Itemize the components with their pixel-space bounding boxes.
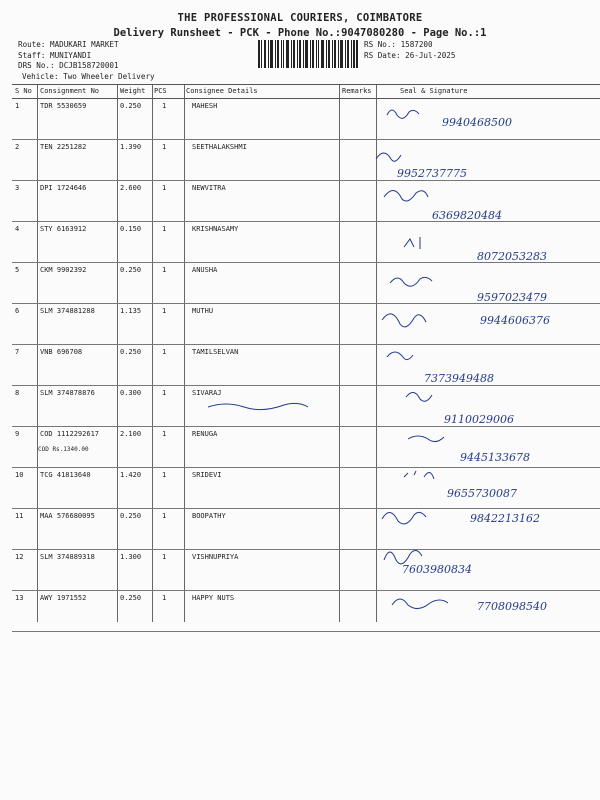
- row-sno: 10: [15, 471, 24, 479]
- row-pcs: 1: [162, 102, 167, 110]
- row-weight: 0.250: [120, 594, 142, 602]
- row-sno: 1: [15, 102, 20, 110]
- rs-no: RS No.: 1587200: [364, 40, 433, 49]
- row-consignee: SRIDEVI: [192, 471, 222, 479]
- table-row: [12, 180, 600, 222]
- table-row: [12, 262, 600, 304]
- col-remarks: Remarks: [342, 87, 372, 95]
- handwritten-phone-5: 9597023479: [477, 291, 547, 304]
- handwritten-phone-3: 6369820484: [432, 209, 502, 222]
- table-row: [12, 426, 600, 468]
- runsheet-table: [12, 84, 600, 622]
- row-sno: 6: [15, 307, 20, 315]
- table-row: [12, 139, 600, 181]
- row-weight: 1.300: [120, 553, 142, 561]
- row-consignment: TEN 2251282: [40, 143, 87, 151]
- row-consignment: DPI 1724646: [40, 184, 87, 192]
- document-subtitle: Delivery Runsheet - PCK - Phone No.:9047080280 - Page No.:1: [113, 27, 487, 39]
- row-consignee: NEWVITRA: [192, 184, 226, 192]
- handwritten-phone-10: 9655730087: [447, 487, 517, 500]
- row-consignment: CKM 9902392: [40, 266, 87, 274]
- row-pcs: 1: [162, 553, 167, 561]
- barcode: [258, 40, 358, 68]
- table-row: [12, 98, 600, 140]
- handwritten-phone-1: 9940468500: [442, 116, 512, 129]
- col-weight: Weight: [120, 87, 146, 95]
- row-pcs: 1: [162, 184, 167, 192]
- row-pcs: 1: [162, 307, 167, 315]
- handwritten-phone-7: 7373949488: [424, 372, 494, 385]
- row-sno: 11: [15, 512, 24, 520]
- row-pcs: 1: [162, 266, 167, 274]
- row-sno: 8: [15, 389, 20, 397]
- row-consignee: ANUSHA: [192, 266, 218, 274]
- document-title: THE PROFESSIONAL COURIERS, COIMBATORE: [177, 12, 423, 24]
- row-sno: 9: [15, 430, 20, 438]
- handwritten-phone-8: 9110029006: [444, 413, 514, 426]
- row-sno: 13: [15, 594, 24, 602]
- row-sno: 5: [15, 266, 20, 274]
- table-row: [12, 344, 600, 386]
- table-row: [12, 385, 600, 427]
- row-weight: 0.150: [120, 225, 142, 233]
- row-cod-amount: COD Rs.1340.00: [38, 446, 89, 453]
- row-consignment: AWY 1971552: [40, 594, 87, 602]
- row-consignee: SEETHALAKSHMI: [192, 143, 247, 151]
- handwritten-phone-2: 9952737775: [397, 167, 467, 180]
- row-weight: 1.390: [120, 143, 142, 151]
- row-pcs: 1: [162, 389, 167, 397]
- table-row: [12, 549, 600, 591]
- staff: Staff: MUNIYANDI: [18, 50, 92, 60]
- rs-date: RS Date: 26-Jul-2025: [364, 50, 456, 60]
- row-consignment: SLM 374881288: [40, 307, 95, 315]
- table-header: [12, 85, 600, 99]
- row-consignment: SLM 374878876: [40, 389, 95, 397]
- row-weight: 1.420: [120, 471, 142, 479]
- row-pcs: 1: [162, 143, 167, 151]
- row-weight: 2.100: [120, 430, 142, 438]
- row-sno: 3: [15, 184, 20, 192]
- handwritten-phone-9: 9445133678: [460, 451, 530, 464]
- row-consignment: VNB 696708: [40, 348, 83, 356]
- row-consignee: VISHNUPRIYA: [192, 553, 239, 561]
- row-consignment: SLM 374889318: [40, 553, 95, 561]
- row-sno: 7: [15, 348, 20, 356]
- col-pcs: PCS: [154, 87, 167, 95]
- drs-no: DRS No.: DCJB158720001: [18, 61, 119, 70]
- handwritten-phone-6: 9944606376: [480, 314, 550, 327]
- row-consignee: SIVARAJ: [192, 389, 222, 397]
- row-sno: 2: [15, 143, 20, 151]
- row-pcs: 1: [162, 225, 167, 233]
- row-consignment: COD 1112292617: [40, 430, 100, 438]
- row-pcs: 1: [162, 348, 167, 356]
- row-sno: 4: [15, 225, 20, 233]
- row-weight: 0.300: [120, 389, 142, 397]
- row-weight: 0.250: [120, 266, 142, 274]
- table-row: [12, 467, 600, 509]
- col-consignee: Consignee Details: [186, 87, 258, 95]
- row-pcs: 1: [162, 430, 167, 438]
- row-sno: 12: [15, 553, 24, 561]
- handwritten-phone-11: 9842213162: [470, 512, 540, 525]
- col-consignment: Consignment No: [40, 87, 100, 95]
- col-sno: S No: [15, 87, 32, 95]
- row-consignee: RENUGA: [192, 430, 218, 438]
- row-consignee: MUTHU: [192, 307, 214, 315]
- row-weight: 1.135: [120, 307, 142, 315]
- handwritten-phone-12: 7603980834: [402, 563, 472, 576]
- row-consignee: TAMILSELVAN: [192, 348, 239, 356]
- table-row: [12, 508, 600, 550]
- table-row: [12, 303, 600, 345]
- row-consignment: STY 6163912: [40, 225, 87, 233]
- vehicle: Vehicle: Two Wheeler Delivery: [22, 72, 155, 81]
- row-weight: 0.250: [120, 102, 142, 110]
- handwritten-phone-4: 8072053283: [477, 250, 547, 263]
- row-weight: 0.250: [120, 512, 142, 520]
- row-consignee: BOOPATHY: [192, 512, 226, 520]
- row-weight: 2.600: [120, 184, 142, 192]
- row-consignee: KRISHNASAMY: [192, 225, 239, 233]
- row-consignee: MAHESH: [192, 102, 218, 110]
- route: Route: MADUKARI MARKET: [18, 40, 119, 49]
- row-consignee: HAPPY NUTS: [192, 594, 235, 602]
- row-consignment: MAA 576680095: [40, 512, 95, 520]
- col-seal: Seal & Signature: [400, 87, 468, 95]
- row-pcs: 1: [162, 471, 167, 479]
- row-consignment: TDR 5530659: [40, 102, 87, 110]
- row-pcs: 1: [162, 512, 167, 520]
- meta-right: [364, 40, 455, 61]
- meta-left: [18, 40, 119, 72]
- handwritten-phone-13: 7708098540: [477, 600, 547, 613]
- row-weight: 0.250: [120, 348, 142, 356]
- table-row: [12, 590, 600, 632]
- row-consignment: TCG 41813640: [40, 471, 91, 479]
- row-pcs: 1: [162, 594, 167, 602]
- table-row: [12, 221, 600, 263]
